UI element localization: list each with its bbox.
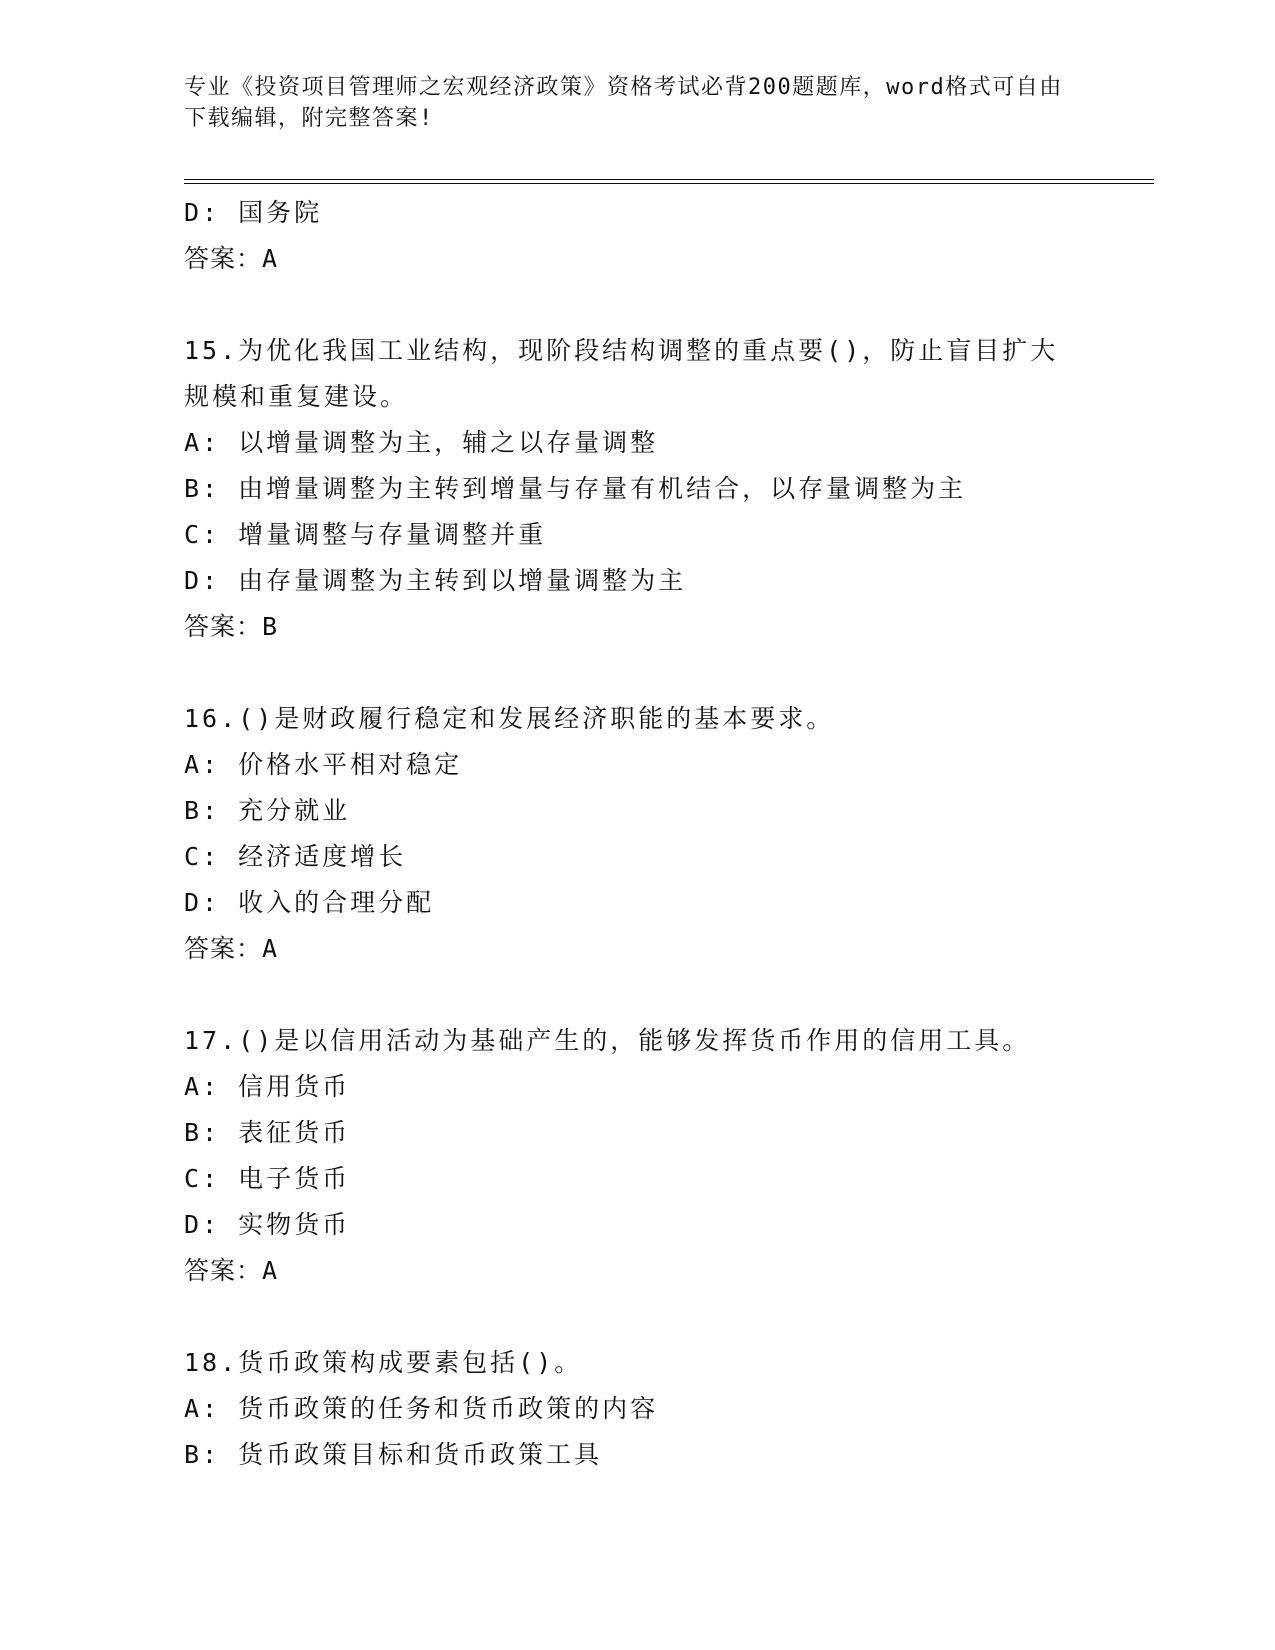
option-a: A: 以增量调整为主，辅之以存量调整	[184, 428, 659, 457]
option-b: B: 充分就业	[184, 796, 351, 825]
answer: 答案：B	[184, 612, 279, 641]
option-a: A: 信用货币	[184, 1072, 351, 1101]
option-c: C: 电子货币	[184, 1164, 351, 1193]
question-list	[184, 190, 1084, 1478]
spacer	[184, 650, 1084, 696]
option-d: D: 实物货币	[184, 1210, 351, 1239]
option-d: D: 由存量调整为主转到以增量调整为主	[184, 566, 687, 595]
document-header: 专业《投资项目管理师之宏观经济政策》资格考试必背200题题库，word格式可自由下载编辑，附完整答案!	[184, 75, 1063, 131]
option-c: C: 经济适度增长	[184, 842, 407, 871]
question-stem: 15.为优化我国工业结构，现阶段结构调整的重点要()，防止盲目扩大规模和重复建设。	[184, 336, 1059, 411]
header-rule-bottom	[184, 183, 1154, 184]
spacer	[184, 282, 1084, 328]
option-b: B: 货币政策目标和货币政策工具	[184, 1440, 603, 1469]
spacer	[184, 972, 1084, 1018]
spacer	[184, 1294, 1084, 1340]
option-d: D: 收入的合理分配	[184, 888, 435, 917]
option-b: B: 表征货币	[184, 1118, 351, 1147]
question-stem: 18.货币政策构成要素包括()。	[184, 1348, 583, 1377]
option-a: A: 货币政策的任务和货币政策的内容	[184, 1394, 659, 1423]
option-c: C: 增量调整与存量调整并重	[184, 520, 547, 549]
prev-option-d: D: 国务院	[184, 198, 323, 227]
question-stem: 17.()是以信用活动为基础产生的，能够发挥货币作用的信用工具。	[184, 1026, 1031, 1055]
header-rule-top	[184, 179, 1154, 180]
option-b: B: 由增量调整为主转到增量与存量有机结合，以存量调整为主	[184, 474, 967, 503]
answer: 答案：A	[184, 934, 279, 963]
prev-answer: 答案：A	[184, 244, 279, 273]
answer: 答案：A	[184, 1256, 279, 1285]
option-a: A: 价格水平相对稳定	[184, 750, 463, 779]
question-stem: 16.()是财政履行稳定和发展经济职能的基本要求。	[184, 704, 835, 733]
